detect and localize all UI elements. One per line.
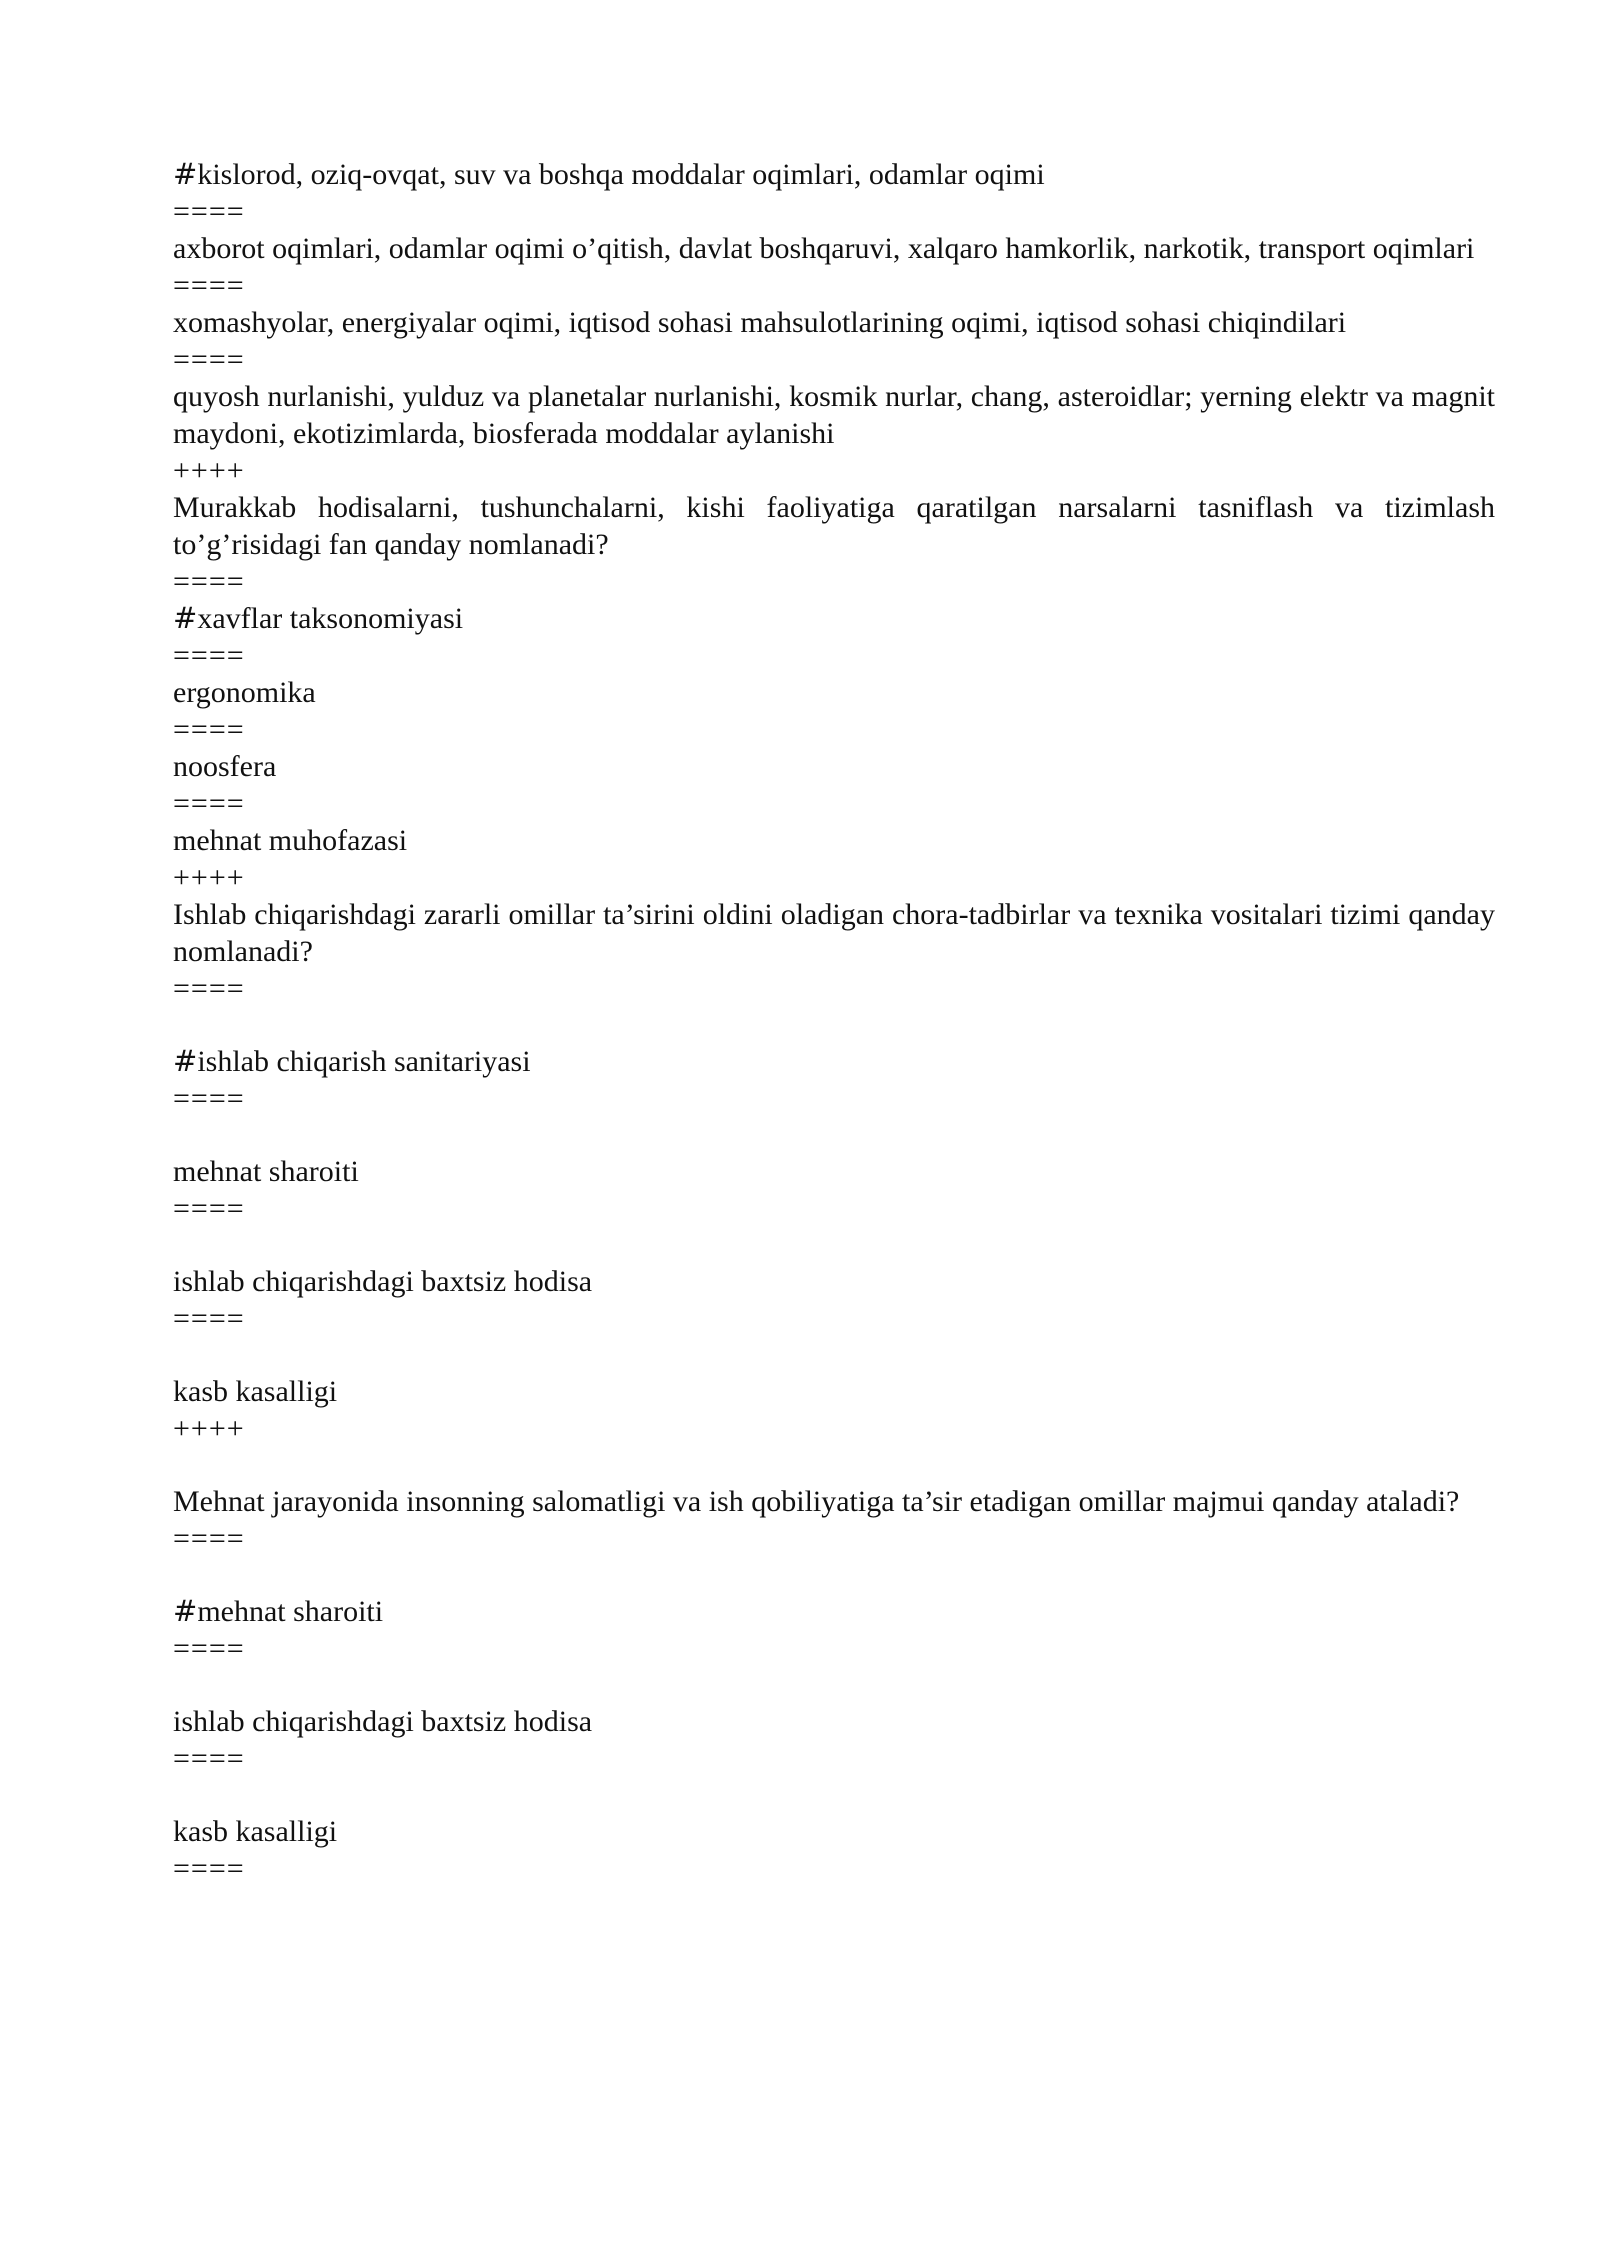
line-text: kasb kasalligi bbox=[173, 1815, 338, 1848]
answer-option bbox=[173, 822, 1495, 859]
line-text: ishlab chiqarish sanitariyasi bbox=[197, 1045, 531, 1078]
line-text: Murakkab hodisalarni, tushunchalarni, kishi faoliyatiga qaratilgan narsalarni tasniflash va tizimlash to’g’risidagi fan qanday nomlanadi? bbox=[173, 491, 1495, 561]
correct-answer-marker: # bbox=[173, 1594, 198, 1628]
line-text: ishlab chiqarishdagi baxtsiz hodisa bbox=[173, 1265, 593, 1298]
answer-option bbox=[173, 674, 1495, 711]
line-text: kasb kasalligi bbox=[173, 1375, 338, 1408]
line-text: mehnat sharoiti bbox=[173, 1155, 359, 1188]
answer-option bbox=[173, 304, 1495, 341]
answer-option bbox=[173, 1813, 1495, 1850]
answer-separator: ==== bbox=[173, 639, 245, 672]
line-text: mehnat sharoiti bbox=[197, 1595, 384, 1628]
answer-option bbox=[173, 1373, 1495, 1410]
line-text: axborot oqimlari, odamlar oqimi o’qitish, davlat boshqaruvi, xalqaro hamkorlik, narkotik, transport oqimlari bbox=[173, 232, 1475, 265]
question-text bbox=[173, 489, 1495, 563]
answer-separator: ==== bbox=[173, 1632, 245, 1665]
answer-option bbox=[173, 1153, 1495, 1190]
answer-separator: ==== bbox=[173, 1302, 245, 1335]
answer-separator: ==== bbox=[173, 565, 245, 598]
line-text: Mehnat jarayonida insonning salomatligi va ish qobiliyatiga ta’sir etadigan omillar majmui qanday ataladi? bbox=[173, 1485, 1460, 1518]
answer-option bbox=[173, 1263, 1495, 1300]
correct-answer bbox=[173, 1593, 1495, 1630]
line-text: quyosh nurlanishi, yulduz va planetalar nurlanishi, kosmik nurlar, chang, asteroidlar; yerning elektr va magnit maydoni, ekotizimlarda, biosferada moddalar aylanishi bbox=[173, 380, 1495, 450]
question-separator: ++++ bbox=[173, 861, 245, 894]
line-text: kislorod, oziq-ovqat, suv va boshqa moddalar oqimlari, odamlar oqimi bbox=[197, 158, 1045, 191]
correct-answer-marker: # bbox=[173, 157, 198, 191]
correct-answer-marker: # bbox=[173, 601, 198, 635]
line-text: xomashyolar, energiyalar oqimi, iqtisod sohasi mahsulotlarining oqimi, iqtisod sohasi chiqindilari bbox=[173, 306, 1347, 339]
answer-option bbox=[173, 748, 1495, 785]
question-text bbox=[173, 1483, 1495, 1520]
line-text: xavflar taksonomiyasi bbox=[197, 602, 464, 635]
correct-answer bbox=[173, 1043, 1495, 1080]
answer-separator: ==== bbox=[173, 1852, 245, 1885]
answer-separator: ==== bbox=[173, 195, 245, 228]
line-text: mehnat muhofazasi bbox=[173, 824, 408, 857]
question-separator: ++++ bbox=[173, 454, 245, 487]
answer-separator: ==== bbox=[173, 1742, 245, 1775]
line-text: ergonomika bbox=[173, 676, 316, 709]
correct-answer bbox=[173, 600, 1495, 637]
answer-separator: ==== bbox=[173, 269, 245, 302]
answer-separator: ==== bbox=[173, 343, 245, 376]
line-text: ishlab chiqarishdagi baxtsiz hodisa bbox=[173, 1705, 593, 1738]
document-body bbox=[173, 156, 1495, 1887]
answer-option bbox=[173, 230, 1495, 267]
correct-answer bbox=[173, 156, 1495, 193]
correct-answer-marker: # bbox=[173, 1044, 198, 1078]
answer-separator: ==== bbox=[173, 1082, 245, 1115]
answer-separator: ==== bbox=[173, 713, 245, 746]
answer-separator: ==== bbox=[173, 1192, 245, 1225]
answer-separator: ==== bbox=[173, 1522, 245, 1555]
line-text: Ishlab chiqarishdagi zararli omillar ta’sirini oldini oladigan chora-tadbirlar va texnika vositalari tizimi qanday nomlanadi? bbox=[173, 898, 1495, 968]
line-text: noosfera bbox=[173, 750, 277, 783]
question-text bbox=[173, 896, 1495, 970]
answer-separator: ==== bbox=[173, 972, 245, 1005]
answer-option bbox=[173, 378, 1495, 452]
question-separator: ++++ bbox=[173, 1412, 245, 1445]
answer-separator: ==== bbox=[173, 787, 245, 820]
answer-option bbox=[173, 1703, 1495, 1740]
